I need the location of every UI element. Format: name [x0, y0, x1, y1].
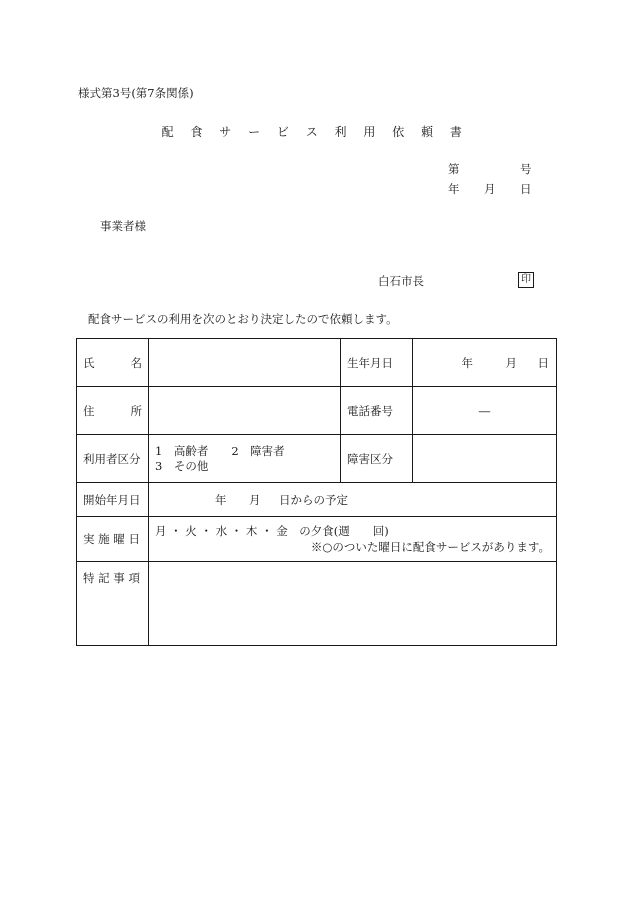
date-day-label: 日	[520, 182, 532, 196]
name-label-2: 名	[130, 355, 142, 370]
phone-dash: ―	[478, 403, 491, 418]
phone-field[interactable]	[413, 387, 557, 435]
category-line-2: 3 その他	[155, 458, 209, 473]
address-field[interactable]	[149, 387, 341, 435]
table-row	[77, 435, 557, 483]
address-label-1: 住	[83, 403, 95, 418]
remarks-label: 特 記 事 項	[77, 562, 149, 646]
document-title: 配 食 サ ー ビ ス 利 用 依 頼 書	[161, 125, 469, 139]
birth-year-label: 年	[461, 355, 473, 370]
address-label-2: 所	[130, 403, 142, 418]
days-note: ※○のついた曜日に配食サービスがあります。	[310, 540, 550, 554]
days-label: 実 施 曜 日	[77, 517, 149, 562]
seal-mark: 印	[518, 272, 534, 288]
name-field[interactable]	[149, 339, 341, 387]
date-year-label: 年	[448, 182, 460, 196]
birth-label: 生年月日	[341, 339, 413, 387]
start-date-field[interactable]	[149, 483, 557, 517]
issuer: 白石市長	[378, 274, 424, 288]
table-row	[77, 387, 557, 435]
table-row	[77, 517, 557, 562]
document-number-prefix: 第	[448, 162, 460, 176]
birth-day-label: 日	[537, 355, 549, 370]
start-year-label: 年	[215, 492, 227, 507]
start-suffix: 日からの予定	[279, 492, 348, 507]
date-month-label: 月	[484, 182, 496, 196]
request-form-table	[76, 338, 557, 646]
addressee: 事業者様	[100, 219, 146, 233]
category-line-1: 1 高齢者 2 障害者	[155, 443, 285, 458]
form-number: 様式第3号(第7条関係)	[78, 86, 194, 100]
birth-month-label: 月	[505, 355, 517, 370]
remarks-field[interactable]	[149, 562, 557, 646]
name-label	[77, 339, 149, 387]
days-line: 月 ・ 火 ・ 水 ・ 木 ・ 金 の夕食(週 回)	[155, 524, 389, 538]
document-number-suffix: 号	[520, 162, 532, 176]
category-label: 利用者区分	[77, 435, 149, 483]
address-label	[77, 387, 149, 435]
category-field[interactable]	[149, 435, 341, 483]
table-row	[77, 562, 557, 646]
start-month-label: 月	[249, 492, 261, 507]
table-row	[77, 339, 557, 387]
phone-label: 電話番号	[341, 387, 413, 435]
birth-field[interactable]	[413, 339, 557, 387]
disability-field[interactable]	[413, 435, 557, 483]
start-date-label: 開始年月日	[77, 483, 149, 517]
intro-text: 配食サービスの利用を次のとおり決定したので依頼します。	[88, 312, 398, 326]
disability-label: 障害区分	[341, 435, 413, 483]
days-field[interactable]	[149, 517, 557, 562]
table-row	[77, 483, 557, 517]
name-label-1: 氏	[83, 355, 95, 370]
